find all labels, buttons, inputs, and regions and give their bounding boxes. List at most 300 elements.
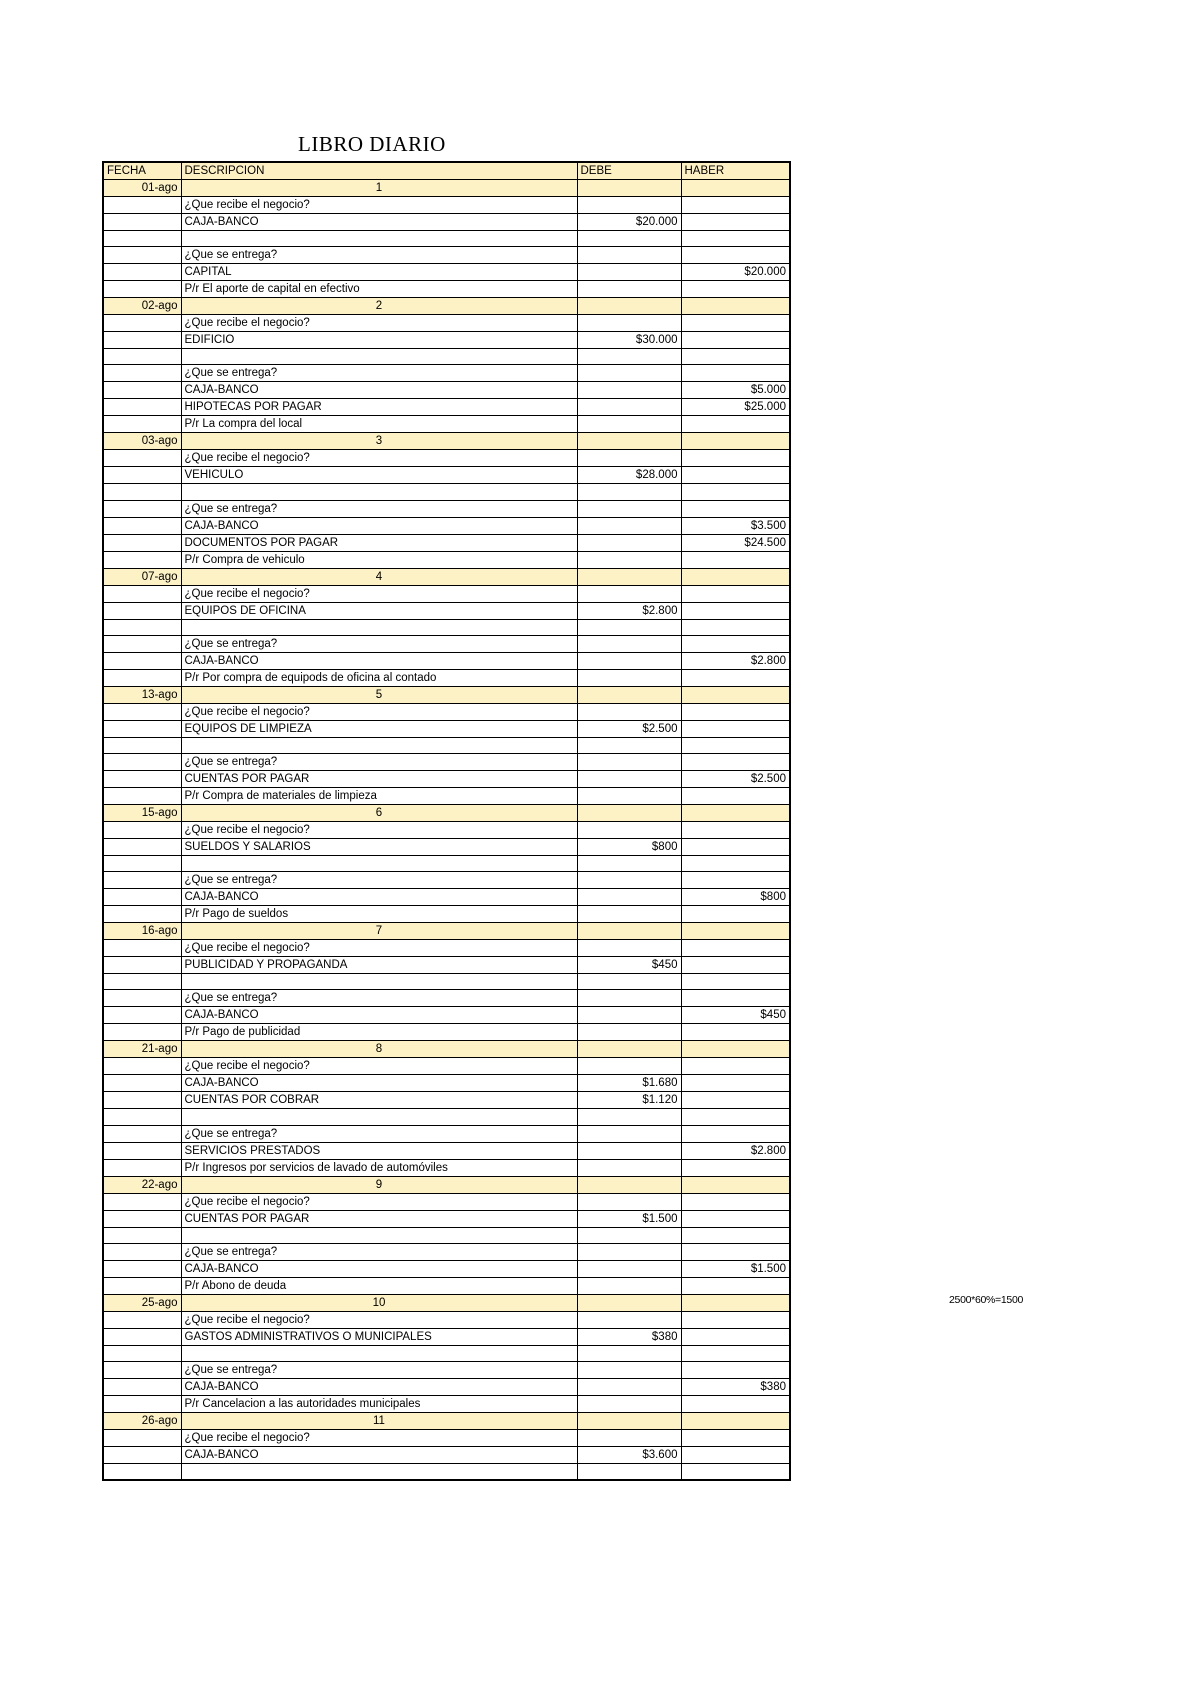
journal-line — [103, 416, 790, 433]
line-haber — [681, 1125, 790, 1142]
line-haber — [681, 821, 790, 838]
line-date-cell — [103, 838, 181, 855]
journal-line — [103, 1463, 790, 1479]
line-debe — [577, 517, 681, 534]
line-date-cell — [103, 214, 181, 231]
line-haber — [681, 416, 790, 433]
entry-header-row — [103, 180, 790, 197]
entry-debe-cell — [577, 923, 681, 940]
journal-line — [103, 551, 790, 568]
journal-line — [103, 467, 790, 484]
line-debe: $800 — [577, 838, 681, 855]
line-haber — [681, 957, 790, 974]
line-description: P/r Compra de vehiculo — [181, 551, 577, 568]
line-haber — [681, 500, 790, 517]
journal-line — [103, 974, 790, 990]
journal-line — [103, 957, 790, 974]
line-description: P/r Cancelacion a las autoridades municipales — [181, 1395, 577, 1412]
line-date-cell — [103, 703, 181, 720]
line-haber — [681, 1345, 790, 1361]
journal-line — [103, 821, 790, 838]
line-date-cell — [103, 720, 181, 737]
entry-debe-cell — [577, 1412, 681, 1429]
entry-haber-cell — [681, 686, 790, 703]
line-haber — [681, 1210, 790, 1227]
line-date-cell — [103, 467, 181, 484]
line-description: VEHICULO — [181, 467, 577, 484]
line-description: ¿Que recibe el negocio? — [181, 1311, 577, 1328]
line-debe — [577, 1378, 681, 1395]
line-debe: $1.120 — [577, 1092, 681, 1109]
line-date-cell — [103, 821, 181, 838]
line-debe — [577, 787, 681, 804]
line-date-cell — [103, 737, 181, 753]
journal-line — [103, 534, 790, 551]
line-description: DOCUMENTOS POR PAGAR — [181, 534, 577, 551]
line-description: ¿Que recibe el negocio? — [181, 197, 577, 214]
line-debe — [577, 974, 681, 990]
line-debe: $1.680 — [577, 1075, 681, 1092]
line-description: CAJA-BANCO — [181, 1446, 577, 1463]
journal-line — [103, 703, 790, 720]
line-description — [181, 231, 577, 247]
side-note: 2500*60%=1500 — [949, 1294, 1024, 1306]
line-haber — [681, 619, 790, 635]
line-date-cell — [103, 264, 181, 281]
line-debe: $30.000 — [577, 332, 681, 349]
journal-line — [103, 872, 790, 889]
journal-line — [103, 1024, 790, 1041]
header-row — [103, 162, 790, 180]
line-debe — [577, 1058, 681, 1075]
line-date-cell — [103, 484, 181, 500]
line-debe: $2.500 — [577, 720, 681, 737]
journal-line — [103, 1193, 790, 1210]
entry-number: 5 — [181, 686, 577, 703]
journal-line — [103, 247, 790, 264]
entry-haber-cell — [681, 568, 790, 585]
line-debe — [577, 1277, 681, 1294]
line-description: ¿Que se entrega? — [181, 365, 577, 382]
line-haber — [681, 585, 790, 602]
line-haber — [681, 787, 790, 804]
line-haber — [681, 1159, 790, 1176]
line-haber — [681, 214, 790, 231]
line-debe — [577, 669, 681, 686]
line-date-cell — [103, 1193, 181, 1210]
line-debe — [577, 264, 681, 281]
line-debe: $450 — [577, 957, 681, 974]
journal-line — [103, 264, 790, 281]
line-debe — [577, 1227, 681, 1243]
line-description: P/r Ingresos por servicios de lavado de automóviles — [181, 1159, 577, 1176]
entry-haber-cell — [681, 923, 790, 940]
line-haber — [681, 720, 790, 737]
line-description — [181, 1227, 577, 1243]
line-haber: $2.800 — [681, 652, 790, 669]
journal-line — [103, 1075, 790, 1092]
line-date-cell — [103, 534, 181, 551]
entry-date: 03-ago — [103, 433, 181, 450]
line-description: ¿Que recibe el negocio? — [181, 585, 577, 602]
line-description: ¿Que recibe el negocio? — [181, 1429, 577, 1446]
entry-header-row — [103, 1041, 790, 1058]
line-haber — [681, 1243, 790, 1260]
entry-header-row — [103, 298, 790, 315]
line-debe: $3.600 — [577, 1446, 681, 1463]
journal-line — [103, 1277, 790, 1294]
line-debe — [577, 872, 681, 889]
line-date-cell — [103, 635, 181, 652]
line-date-cell — [103, 974, 181, 990]
line-date-cell — [103, 889, 181, 906]
line-date-cell — [103, 1260, 181, 1277]
line-date-cell — [103, 349, 181, 365]
line-debe — [577, 1159, 681, 1176]
line-date-cell — [103, 1159, 181, 1176]
line-description — [181, 974, 577, 990]
line-description: EDIFICIO — [181, 332, 577, 349]
line-debe — [577, 889, 681, 906]
line-debe — [577, 619, 681, 635]
journal-line — [103, 990, 790, 1007]
line-debe: $28.000 — [577, 467, 681, 484]
line-debe — [577, 1345, 681, 1361]
line-debe — [577, 1243, 681, 1260]
entry-date: 26-ago — [103, 1412, 181, 1429]
entry-haber-cell — [681, 804, 790, 821]
line-date-cell — [103, 1378, 181, 1395]
line-debe — [577, 315, 681, 332]
header-descripcion: DESCRIPCION — [181, 162, 577, 180]
line-haber — [681, 669, 790, 686]
line-date-cell — [103, 770, 181, 787]
entry-debe-cell — [577, 1041, 681, 1058]
line-date-cell — [103, 500, 181, 517]
line-description — [181, 1345, 577, 1361]
line-description: SERVICIOS PRESTADOS — [181, 1142, 577, 1159]
journal-line — [103, 382, 790, 399]
line-description: ¿Que se entrega? — [181, 500, 577, 517]
line-haber — [681, 602, 790, 619]
line-haber — [681, 940, 790, 957]
line-haber: $5.000 — [681, 382, 790, 399]
line-haber — [681, 974, 790, 990]
line-description: ¿Que recibe el negocio? — [181, 315, 577, 332]
entry-number: 1 — [181, 180, 577, 197]
line-date-cell — [103, 382, 181, 399]
journal-line — [103, 1446, 790, 1463]
header-debe: DEBE — [577, 162, 681, 180]
line-description: CAJA-BANCO — [181, 889, 577, 906]
page-title: LIBRO DIARIO — [298, 132, 446, 156]
line-date-cell — [103, 1125, 181, 1142]
line-haber — [681, 855, 790, 871]
line-haber — [681, 1092, 790, 1109]
entry-header-row — [103, 1294, 790, 1311]
line-date-cell — [103, 602, 181, 619]
line-description: P/r Por compra de equipods de oficina al contado — [181, 669, 577, 686]
line-haber — [681, 1277, 790, 1294]
line-date-cell — [103, 1092, 181, 1109]
line-date-cell — [103, 787, 181, 804]
entry-header-row — [103, 1412, 790, 1429]
journal-line — [103, 1092, 790, 1109]
entry-number: 4 — [181, 568, 577, 585]
line-haber — [681, 906, 790, 923]
line-date-cell — [103, 1328, 181, 1345]
line-debe — [577, 1142, 681, 1159]
line-debe — [577, 855, 681, 871]
line-haber — [681, 467, 790, 484]
line-haber: $3.500 — [681, 517, 790, 534]
line-date-cell — [103, 1075, 181, 1092]
entry-debe-cell — [577, 1294, 681, 1311]
entry-haber-cell — [681, 298, 790, 315]
journal-line — [103, 399, 790, 416]
line-date-cell — [103, 1210, 181, 1227]
line-description: P/r El aporte de capital en efectivo — [181, 281, 577, 298]
line-description: ¿Que recibe el negocio? — [181, 1058, 577, 1075]
line-debe — [577, 770, 681, 787]
line-date-cell — [103, 940, 181, 957]
line-debe — [577, 990, 681, 1007]
entry-haber-cell — [681, 433, 790, 450]
journal-line — [103, 214, 790, 231]
line-description — [181, 1109, 577, 1125]
line-haber — [681, 703, 790, 720]
line-debe — [577, 1007, 681, 1024]
line-haber — [681, 1446, 790, 1463]
line-date-cell — [103, 619, 181, 635]
journal-line — [103, 1328, 790, 1345]
line-haber — [681, 872, 790, 889]
line-description — [181, 484, 577, 500]
line-haber: $2.500 — [681, 770, 790, 787]
journal-line — [103, 1142, 790, 1159]
line-date-cell — [103, 416, 181, 433]
entry-debe-cell — [577, 433, 681, 450]
line-debe — [577, 349, 681, 365]
line-haber — [681, 1193, 790, 1210]
journal-line — [103, 1429, 790, 1446]
line-date-cell — [103, 1463, 181, 1479]
line-debe — [577, 231, 681, 247]
journal-line — [103, 906, 790, 923]
entry-date: 21-ago — [103, 1041, 181, 1058]
entry-debe-cell — [577, 180, 681, 197]
entry-header-row — [103, 804, 790, 821]
line-date-cell — [103, 872, 181, 889]
line-haber — [681, 1395, 790, 1412]
line-haber — [681, 197, 790, 214]
line-haber — [681, 315, 790, 332]
journal-line — [103, 332, 790, 349]
line-debe — [577, 1193, 681, 1210]
line-debe: $20.000 — [577, 214, 681, 231]
line-date-cell — [103, 1024, 181, 1041]
entry-haber-cell — [681, 180, 790, 197]
header-fecha: FECHA — [103, 162, 181, 180]
line-debe — [577, 940, 681, 957]
line-debe — [577, 197, 681, 214]
entry-header-row — [103, 433, 790, 450]
line-haber — [681, 990, 790, 1007]
entry-header-row — [103, 1176, 790, 1193]
line-description: CUENTAS POR PAGAR — [181, 1210, 577, 1227]
line-description: GASTOS ADMINISTRATIVOS O MUNICIPALES — [181, 1328, 577, 1345]
line-date-cell — [103, 399, 181, 416]
line-date-cell — [103, 1227, 181, 1243]
line-debe — [577, 821, 681, 838]
journal-line — [103, 585, 790, 602]
journal-line — [103, 315, 790, 332]
entry-haber-cell — [681, 1176, 790, 1193]
line-haber — [681, 1328, 790, 1345]
line-date-cell — [103, 281, 181, 298]
journal-line — [103, 602, 790, 619]
entry-number: 3 — [181, 433, 577, 450]
line-date-cell — [103, 1446, 181, 1463]
entry-number: 6 — [181, 804, 577, 821]
entry-number: 10 — [181, 1294, 577, 1311]
journal-line — [103, 838, 790, 855]
line-date-cell — [103, 753, 181, 770]
line-description: CAJA-BANCO — [181, 1075, 577, 1092]
line-haber: $1.500 — [681, 1260, 790, 1277]
entry-number: 7 — [181, 923, 577, 940]
line-description: CUENTAS POR COBRAR — [181, 1092, 577, 1109]
entry-debe-cell — [577, 686, 681, 703]
entry-haber-cell — [681, 1412, 790, 1429]
line-haber — [681, 247, 790, 264]
entry-number: 8 — [181, 1041, 577, 1058]
line-date-cell — [103, 652, 181, 669]
line-description — [181, 349, 577, 365]
line-haber: $380 — [681, 1378, 790, 1395]
line-date-cell — [103, 906, 181, 923]
line-debe — [577, 534, 681, 551]
line-date-cell — [103, 585, 181, 602]
line-debe — [577, 1429, 681, 1446]
journal-line — [103, 940, 790, 957]
entry-number: 9 — [181, 1176, 577, 1193]
line-haber — [681, 1361, 790, 1378]
line-description — [181, 619, 577, 635]
line-description: CAPITAL — [181, 264, 577, 281]
line-haber — [681, 450, 790, 467]
journal-line — [103, 484, 790, 500]
line-haber: $24.500 — [681, 534, 790, 551]
line-description: P/r La compra del local — [181, 416, 577, 433]
journal-line — [103, 1125, 790, 1142]
journal-line — [103, 1109, 790, 1125]
entry-number: 11 — [181, 1412, 577, 1429]
line-date-cell — [103, 1007, 181, 1024]
line-date-cell — [103, 315, 181, 332]
line-date-cell — [103, 365, 181, 382]
line-debe — [577, 906, 681, 923]
line-description: P/r Abono de deuda — [181, 1277, 577, 1294]
line-date-cell — [103, 197, 181, 214]
line-description: CUENTAS POR PAGAR — [181, 770, 577, 787]
line-description: ¿Que se entrega? — [181, 635, 577, 652]
entry-debe-cell — [577, 568, 681, 585]
entry-haber-cell — [681, 1294, 790, 1311]
entry-header-row — [103, 923, 790, 940]
journal-line — [103, 855, 790, 871]
journal-line — [103, 1361, 790, 1378]
line-description: ¿Que recibe el negocio? — [181, 940, 577, 957]
line-debe — [577, 585, 681, 602]
line-debe — [577, 737, 681, 753]
line-debe — [577, 399, 681, 416]
line-date-cell — [103, 551, 181, 568]
line-description: ¿Que se entrega? — [181, 1125, 577, 1142]
line-description: EQUIPOS DE LIMPIEZA — [181, 720, 577, 737]
entry-date: 13-ago — [103, 686, 181, 703]
line-debe: $1.500 — [577, 1210, 681, 1227]
journal-line — [103, 1378, 790, 1395]
journal-line — [103, 1227, 790, 1243]
entry-number: 2 — [181, 298, 577, 315]
journal-line — [103, 1243, 790, 1260]
journal-line — [103, 619, 790, 635]
line-date-cell — [103, 450, 181, 467]
line-date-cell — [103, 990, 181, 1007]
line-debe — [577, 1125, 681, 1142]
journal-line — [103, 787, 790, 804]
journal-line — [103, 500, 790, 517]
line-debe — [577, 1463, 681, 1479]
entry-date: 01-ago — [103, 180, 181, 197]
entry-date: 22-ago — [103, 1176, 181, 1193]
line-debe — [577, 703, 681, 720]
entry-header-row — [103, 686, 790, 703]
line-debe — [577, 382, 681, 399]
line-description: ¿Que recibe el negocio? — [181, 1193, 577, 1210]
line-debe — [577, 1109, 681, 1125]
line-haber — [681, 349, 790, 365]
line-description: ¿Que se entrega? — [181, 1361, 577, 1378]
line-haber — [681, 1311, 790, 1328]
journal-line — [103, 1058, 790, 1075]
line-haber: $25.000 — [681, 399, 790, 416]
line-date-cell — [103, 1311, 181, 1328]
journal-line — [103, 1345, 790, 1361]
line-date-cell — [103, 1395, 181, 1412]
line-description: ¿Que se entrega? — [181, 872, 577, 889]
journal-line — [103, 450, 790, 467]
line-debe: $2.800 — [577, 602, 681, 619]
line-haber — [681, 753, 790, 770]
line-debe — [577, 500, 681, 517]
entry-header-row — [103, 568, 790, 585]
line-haber: $20.000 — [681, 264, 790, 281]
line-haber — [681, 281, 790, 298]
line-haber — [681, 484, 790, 500]
line-description: ¿Que recibe el negocio? — [181, 703, 577, 720]
line-haber — [681, 1058, 790, 1075]
line-description: CAJA-BANCO — [181, 214, 577, 231]
journal-line — [103, 1311, 790, 1328]
line-debe — [577, 652, 681, 669]
line-haber — [681, 1463, 790, 1479]
line-date-cell — [103, 957, 181, 974]
line-debe — [577, 753, 681, 770]
journal-body — [103, 162, 790, 1480]
line-date-cell — [103, 247, 181, 264]
